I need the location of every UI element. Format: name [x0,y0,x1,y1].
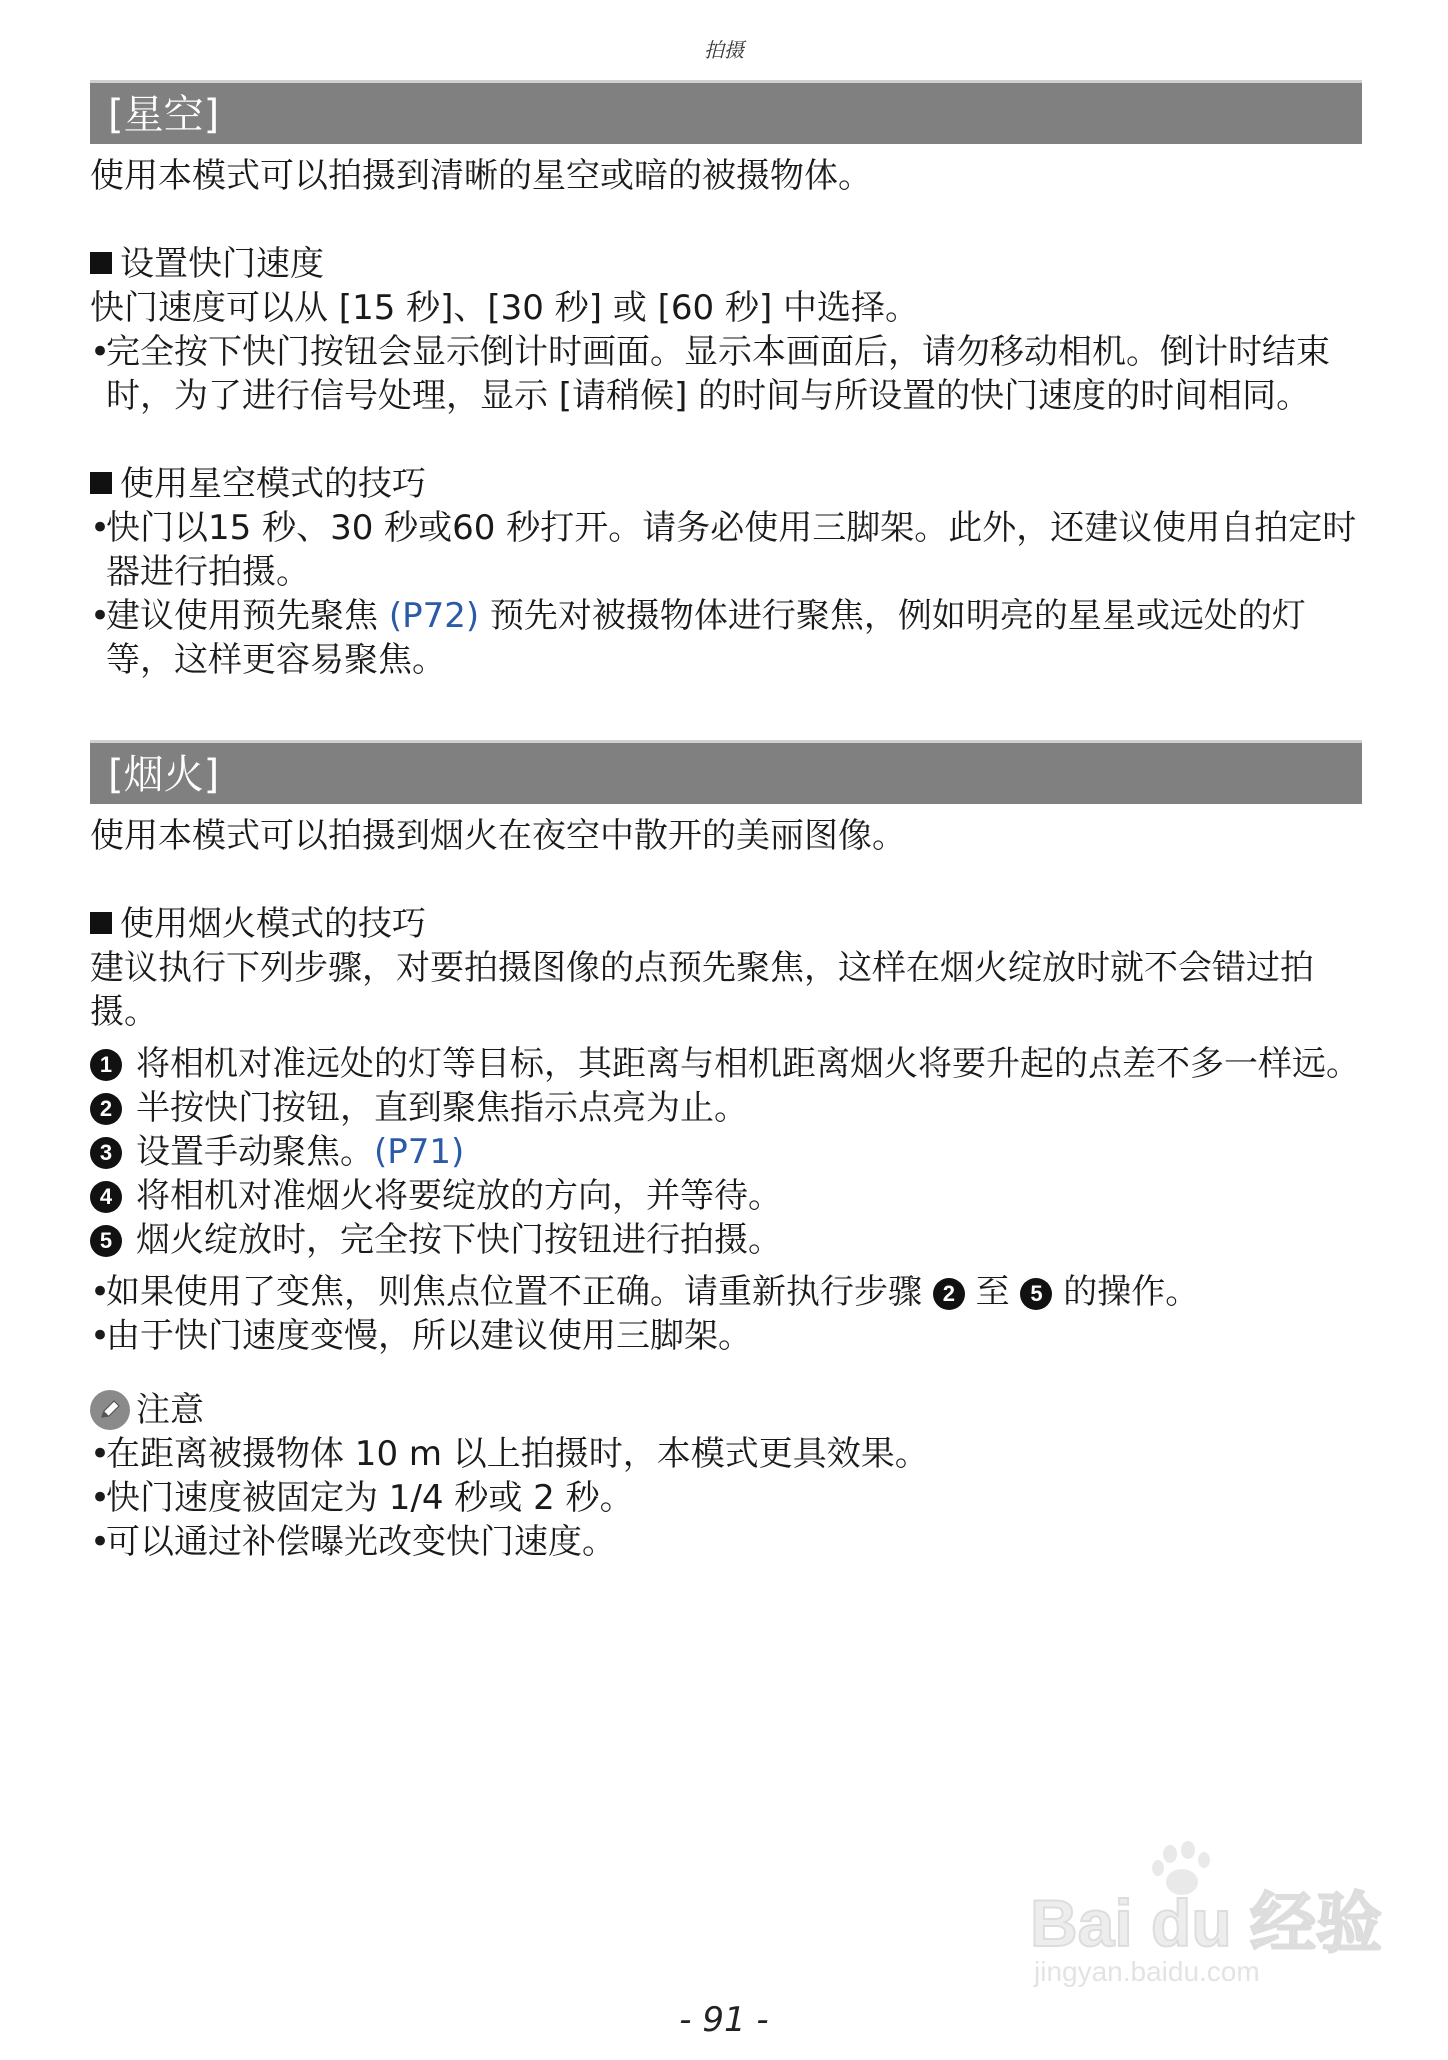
section-title-fireworks: [烟火] [90,740,1362,804]
watermark-brand: Bai du 经验 [1030,1886,1383,1960]
fireworks-tips-text: 建议执行下列步骤，对要拍摄图像的点预先聚焦，这样在烟火绽放时就不会错过拍摄。 [90,948,1314,1032]
shutter-speed-text: 快门速度可以从 [15 秒]、[30 秒] 或 [60 秒] 中选择。 [90,288,920,328]
starry-intro: 使用本模式可以拍摄到清晰的星空或暗的被摄物体。 [90,156,872,196]
watermark-url: jingyan.baidu.com [1034,1956,1260,1987]
shutter-speed-bullet: • 完全按下快门按钮会显示倒计时画面。显示本画面后，请勿移动相机。倒计时结束时，为了进行信号处理，显示 [请稍候] 的时间与所设置的快门速度的时间相同。 [90,330,1362,418]
note-item-1: • 在距离被摄物体 10 m 以上拍摄时，本模式更具效果。 [90,1432,1362,1476]
starry-tip-2: • 建议使用预先聚焦 (P72) 预先对被摄物体进行聚焦，例如明亮的星星或远处的灯等，这样更容易聚焦。 [90,594,1362,682]
starry-tips-heading: 使用星空模式的技巧 [90,462,1362,506]
square-bullet-icon [90,472,112,494]
fireworks-bullet-2: • 由于快门速度变慢，所以建议使用三脚架。 [90,1314,1362,1358]
step-number-icon: 5 [90,1225,122,1257]
page-content [90,80,1362,1564]
fireworks-step-5: 5 烟火绽放时，完全按下快门按钮进行拍摄。 [90,1218,1362,1262]
fireworks-step-1: 1 将相机对准远处的灯等目标，其距离与相机距离烟火将要升起的点差不多一样远。 [90,1042,1362,1086]
baidu-watermark [1030,1840,1400,2000]
section-title-starry: [星空] [90,80,1362,144]
starry-tip-1: • 快门以15 秒、30 秒或60 秒打开。请务必使用三脚架。此外，还建议使用自拍定时器进行拍摄。 [90,506,1362,594]
shutter-speed-heading: 设置快门速度 [90,242,1362,286]
fireworks-tips-heading: 使用烟火模式的技巧 [90,902,1362,946]
fireworks-step-2: 2 半按快门按钮，直到聚焦指示点亮为止。 [90,1086,1362,1130]
note-item-2: • 快门速度被固定为 1/4 秒或 2 秒。 [90,1476,1362,1520]
square-bullet-icon [90,252,112,274]
note-heading: 注意 [90,1388,1362,1432]
step-number-icon: 3 [90,1137,122,1169]
step-number-icon: 4 [90,1181,122,1213]
page-link-p71[interactable]: (P71) [374,1132,465,1172]
fireworks-step-3: 3 设置手动聚焦。(P71) [90,1130,1362,1174]
fireworks-intro: 使用本模式可以拍摄到烟火在夜空中散开的美丽图像。 [90,816,906,856]
step-number-icon: 2 [933,1278,965,1310]
note-item-3: • 可以通过补偿曝光改变快门速度。 [90,1520,1362,1564]
fireworks-step-4: 4 将相机对准烟火将要绽放的方向，并等待。 [90,1174,1362,1218]
step-number-icon: 5 [1020,1278,1052,1310]
square-bullet-icon [90,912,112,934]
step-number-icon: 1 [90,1049,122,1081]
fireworks-bullet-1: • 如果使用了变焦，则焦点位置不正确。请重新执行步骤 2 至 5 的操作。 [90,1270,1362,1314]
page-header-title: 拍摄 [704,38,744,62]
step-number-icon: 2 [90,1093,122,1125]
page-link-p72[interactable]: (P72) [388,596,480,636]
pencil-note-icon [90,1390,130,1430]
page-number: - 91 - [679,2000,769,2040]
